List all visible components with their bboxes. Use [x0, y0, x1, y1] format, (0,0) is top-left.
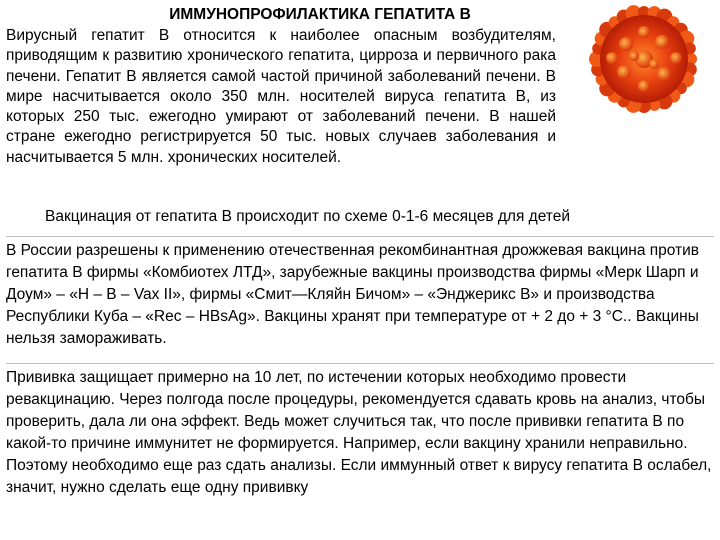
virus-particle-icon — [584, 4, 704, 114]
vaccination-schedule: Вакцинация от гепатита В происходит по схеме 0-1-6 месяцев для детей — [45, 208, 571, 225]
vaccines-paragraph: В России разрешены к применению отечественная рекомбинантная дрожжевая вакцина против гепатита В фирмы «Комбиотех ЛТД», зарубежные вакцины производства фирмы «Мерк Шарп и Доум» – «Н – В – Vax II», фирмы «Смит—Кляйн Бичом» – «Энджерикс В» и производства Республики Куба – «Rec – HBsAg». Вакцины хранят при температуре от + 2 до + 3 °С.. Вакцины нельзя замораживать. — [6, 236, 714, 350]
intro-paragraph: Вирусный гепатит В относится к наиболее опасным возбудителям, приводящим к развитию хронического гепатита, цирроза и первичного рака печени. Гепатит В является самой частой причиной заболеваний печени. В мире насчитывается около 350 млн. носителей вируса гепатита В, из которых 250 тыс. ежегодно умирают от заболеваний печени. В нашей стране ежегодно регистрируется 50 тыс. новых случаев заболевания и насчитывается 5 млн. хронических носителей. — [6, 27, 556, 166]
page-title: ИММУНОПРОФИЛАКТИКА ГЕПАТИТА В — [169, 6, 471, 23]
protection-paragraph: Прививка защищает примерно на 10 лет, по истечении которых необходимо провести ревакцинацию. Через полгода после процедуры, рекомендуется сдавать кровь на анализ, чтобы проверить, дала ли она эффект. Ведь может случиться так, что после прививки гепатита В по какой-то причине иммунитет не формируется. Например, если вакцину хранили неправильно. Поэтому необходимо еще раз сдать анализы. Если иммунный ответ к вирусу гепатита В ослабел, значит, нужно сделать еще одну прививку — [6, 363, 714, 499]
